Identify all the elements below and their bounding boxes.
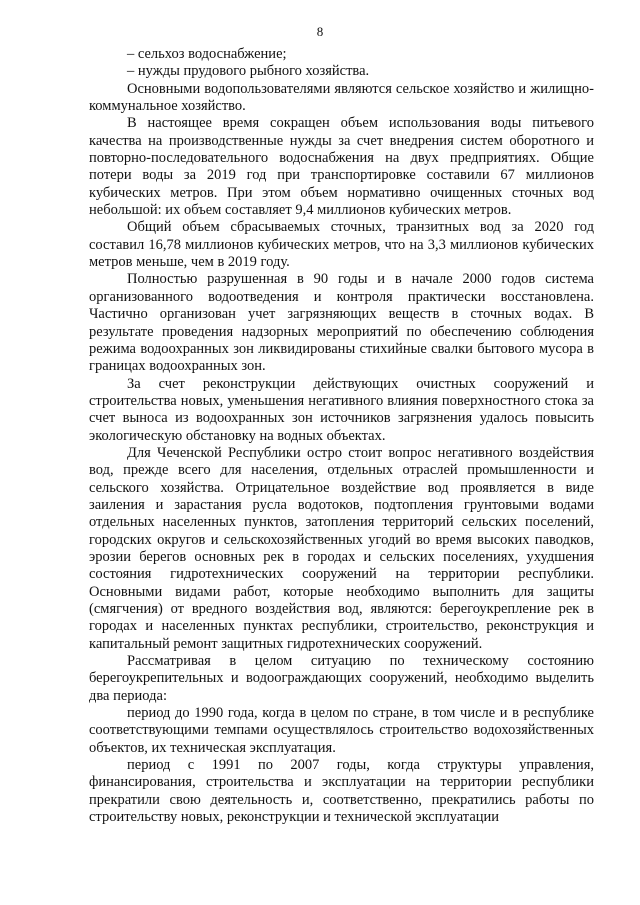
paragraph-negative-water-impact: Для Чеченской Республики остро стоит вопрос негативного воздействия вод, прежде всего для населения, отдельных отраслей промышленности и сельского хозяйства. Отрицательное воздействие вод проявляется в виде заиления и зарастания русла водотоков, подтопления грунтовыми водами отдельных населенных пунктов, затопления территорий сельских поселений, городских округов и сельскохозяйственных угодий во время высоких паводков, эрозии берегов основных рек в городах и сельских поселениях, ухудшения состояния гидротехнических сооружений на территории республики. Основными видами работ, которые необходимо выполнить для защиты (смягчения) от вредного воздействия вод, являются: берегоукрепление рек в городах и населенных пунктах республики, строительство, реконструкция и капитальный ремонт защитных гидротехнических сооружений. [89,444,594,652]
paragraph-main-water-users: Основными водопользователями являются сельское хозяйство и жилищно-коммунальное хозяйство. [89,80,594,115]
list-item-agriculture-water-supply: – сельхоз водоснабжение; [127,46,287,62]
paragraph-period-1991-2007: период с 1991 по 2007 годы, когда структуры управления, финансирования, строительства и эксплуатации на территории республики прекратили свою деятельность и, соответственно, прекратились работы по строительству новых, реконструкции и технической эксплуатации [89,757,594,826]
document-body [89,46,594,826]
paragraph-period-before-1990: период до 1990 года, когда в целом по стране, в том числе и в республике соответствующими темпами осуществлялось строительство водохозяйственных объектов, их техническая эксплуатация. [89,705,594,756]
paragraph-water-usage-reduction: В настоящее время сокращен объем использования воды питьевого качества на производственные нужды за счет внедрения систем оборотного и повторно-последовательного водоснабжения на двух предприятиях. Общие потери воды за 2019 год при транспортировке составили 67 миллионов кубических метров. При этом объем нормативно очищенных сточных вод небольшой: их объем составляет 9,4 миллионов кубических метров. [89,115,594,219]
paragraph-wastewater-volume: Общий объем сбрасываемых сточных, транзитных вод за 2020 год составил 16,78 миллионов кубических метров, что на 3,3 миллионов кубических метров меньше, чем в 2019 году. [89,219,594,271]
list-item-fish-farming-needs: – нужды прудового рыбного хозяйства. [127,63,370,80]
paragraph-drainage-system-restoration: Полностью разрушенная в 90 годы и в начале 2000 годов система организованного водоотведения и контроля практически восстановлена. Частично организован учет загрязняющих веществ в сточных водах. В результате проведения надзорных мероприятий по обеспечению соблюдения режима водоохранных зон ликвидированы стихийные свалки бытового мусора в границах водоохранных зон. [89,271,594,375]
paragraph-treatment-facilities: За счет реконструкции действующих очистных сооружений и строительства новых, уменьшения негативного влияния поверхностного стока за счет выноса из водоохранных зон источников загрязнения удалось повысить экологическую обстановку на водных объектах. [89,375,594,444]
paragraph-two-periods-intro: Рассматривая в целом ситуацию по техническому состоянию берегоукрепительных и водоограждающих сооружений, необходимо выделить два периода: [89,653,594,704]
page-number: 8 [316,24,324,39]
